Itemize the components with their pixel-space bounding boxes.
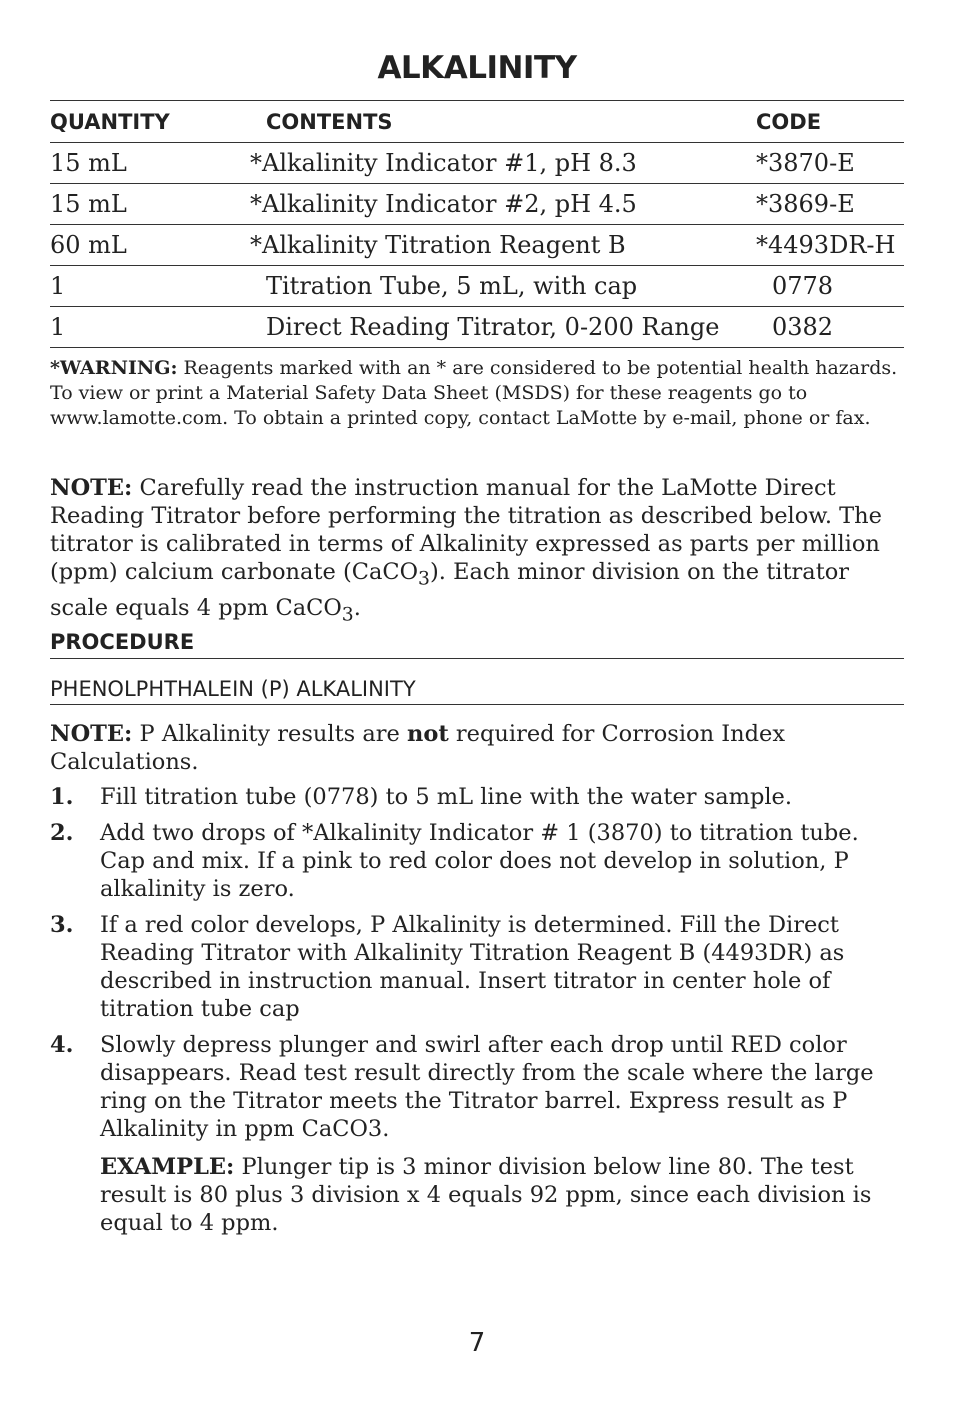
procedure-steps bbox=[50, 783, 904, 1245]
cell-contents: Direct Reading Titrator, 0-200 Range bbox=[250, 307, 756, 348]
note-text-a: Carefully read the instruction manual for the LaMotte Direct Reading Titrator before performing the titration as described below. The titrator is calibrated in terms of Alkalinity expressed as parts per million (ppm) calcium carbonate (CaCO bbox=[50, 475, 882, 585]
cell-contents: *Alkalinity Indicator #1, pH 8.3 bbox=[250, 143, 756, 184]
cell-code: 0382 bbox=[756, 307, 904, 348]
warning-paragraph bbox=[50, 356, 904, 431]
section-subheading: PHENOLPHTHALEIN (P) ALKALINITY bbox=[50, 677, 904, 705]
step-number: 2. bbox=[50, 820, 74, 846]
table-row bbox=[50, 266, 904, 307]
step-text: Slowly depress plunger and swirl after each drop until RED color disappears. Read test result directly from the scale where the large ring on the Titrator meets the Titrator barrel. Express result as P Alkalinity in ppm CaCO3. bbox=[100, 1032, 874, 1142]
cell-quantity: 15 mL bbox=[50, 143, 250, 184]
step-text: If a red color develops, P Alkalinity is determined. Fill the Direct Reading Titrator with Alkalinity Titration Reagent B (4493DR) as described in instruction manual. Insert titrator in center hole of titration tube cap bbox=[100, 912, 845, 1022]
cell-contents: *Alkalinity Titration Reagent B bbox=[250, 225, 756, 266]
cell-code: *4493DR-H bbox=[756, 225, 904, 266]
note-text-b: ). Each minor division on the titrator scale equals 4 ppm CaCO bbox=[50, 559, 850, 621]
step-number: 1. bbox=[50, 784, 74, 810]
page-number: 7 bbox=[468, 1328, 486, 1358]
step-item bbox=[50, 1031, 904, 1237]
table-row bbox=[50, 225, 904, 266]
header-code: CODE bbox=[756, 101, 904, 143]
procedure-heading: PROCEDURE bbox=[50, 630, 904, 659]
note-paragraph bbox=[50, 474, 904, 629]
example-paragraph bbox=[100, 1153, 904, 1237]
example-text: Plunger tip is 3 minor division below line 80. The test result is 80 plus 3 division x 4 equals 92 ppm, since each division is equal to 4 ppm. bbox=[100, 1154, 872, 1236]
note2-label: NOTE: bbox=[50, 721, 133, 747]
cell-quantity: 15 mL bbox=[50, 184, 250, 225]
note-subscript: 3 bbox=[418, 568, 430, 590]
cell-quantity: 60 mL bbox=[50, 225, 250, 266]
step-number: 3. bbox=[50, 912, 74, 938]
note2-text-b: required for Corrosion Index Calculations. bbox=[50, 721, 786, 775]
header-quantity: QUANTITY bbox=[50, 101, 250, 143]
example-label: EXAMPLE: bbox=[100, 1154, 235, 1180]
step-text: Fill titration tube (0778) to 5 mL line with the water sample. bbox=[100, 784, 793, 810]
step-text: Add two drops of *Alkalinity Indicator # 1 (3870) to titration tube. Cap and mix. If a pink to red color does not develop in solution, P alkalinity is zero. bbox=[100, 820, 859, 902]
step-item bbox=[50, 783, 904, 811]
note2-emphasis: not bbox=[406, 721, 449, 747]
step-number: 4. bbox=[50, 1032, 74, 1058]
table-header-row bbox=[50, 101, 904, 143]
note-subscript: 3 bbox=[341, 604, 354, 625]
page-title: ALKALINITY bbox=[377, 50, 577, 86]
step-item bbox=[50, 819, 904, 903]
contents-table bbox=[50, 100, 904, 348]
note-text-c: . bbox=[353, 594, 361, 621]
step-item bbox=[50, 911, 904, 1023]
cell-code: *3869-E bbox=[756, 184, 904, 225]
cell-code: *3870-E bbox=[756, 143, 904, 184]
p-alkalinity-note bbox=[50, 720, 904, 776]
cell-quantity: 1 bbox=[50, 307, 250, 348]
cell-contents: Titration Tube, 5 mL, with cap bbox=[250, 266, 756, 307]
table-row bbox=[50, 307, 904, 348]
table-row bbox=[50, 143, 904, 184]
table-row bbox=[50, 184, 904, 225]
note2-text-a: P Alkalinity results are bbox=[132, 721, 407, 747]
cell-code: 0778 bbox=[756, 266, 904, 307]
warning-text: Reagents marked with an * are considered to be potential health hazards. To view or print a Material Safety Data Sheet (MSDS) for these reagents go to www.lamotte.com. To obtain a printed copy, contact LaMotte by e-mail, phone or fax. bbox=[50, 357, 898, 429]
header-contents: CONTENTS bbox=[250, 101, 756, 143]
warning-label: *WARNING: bbox=[50, 357, 178, 379]
cell-quantity: 1 bbox=[50, 266, 250, 307]
note-label: NOTE: bbox=[50, 475, 133, 501]
cell-contents: *Alkalinity Indicator #2, pH 4.5 bbox=[250, 184, 756, 225]
